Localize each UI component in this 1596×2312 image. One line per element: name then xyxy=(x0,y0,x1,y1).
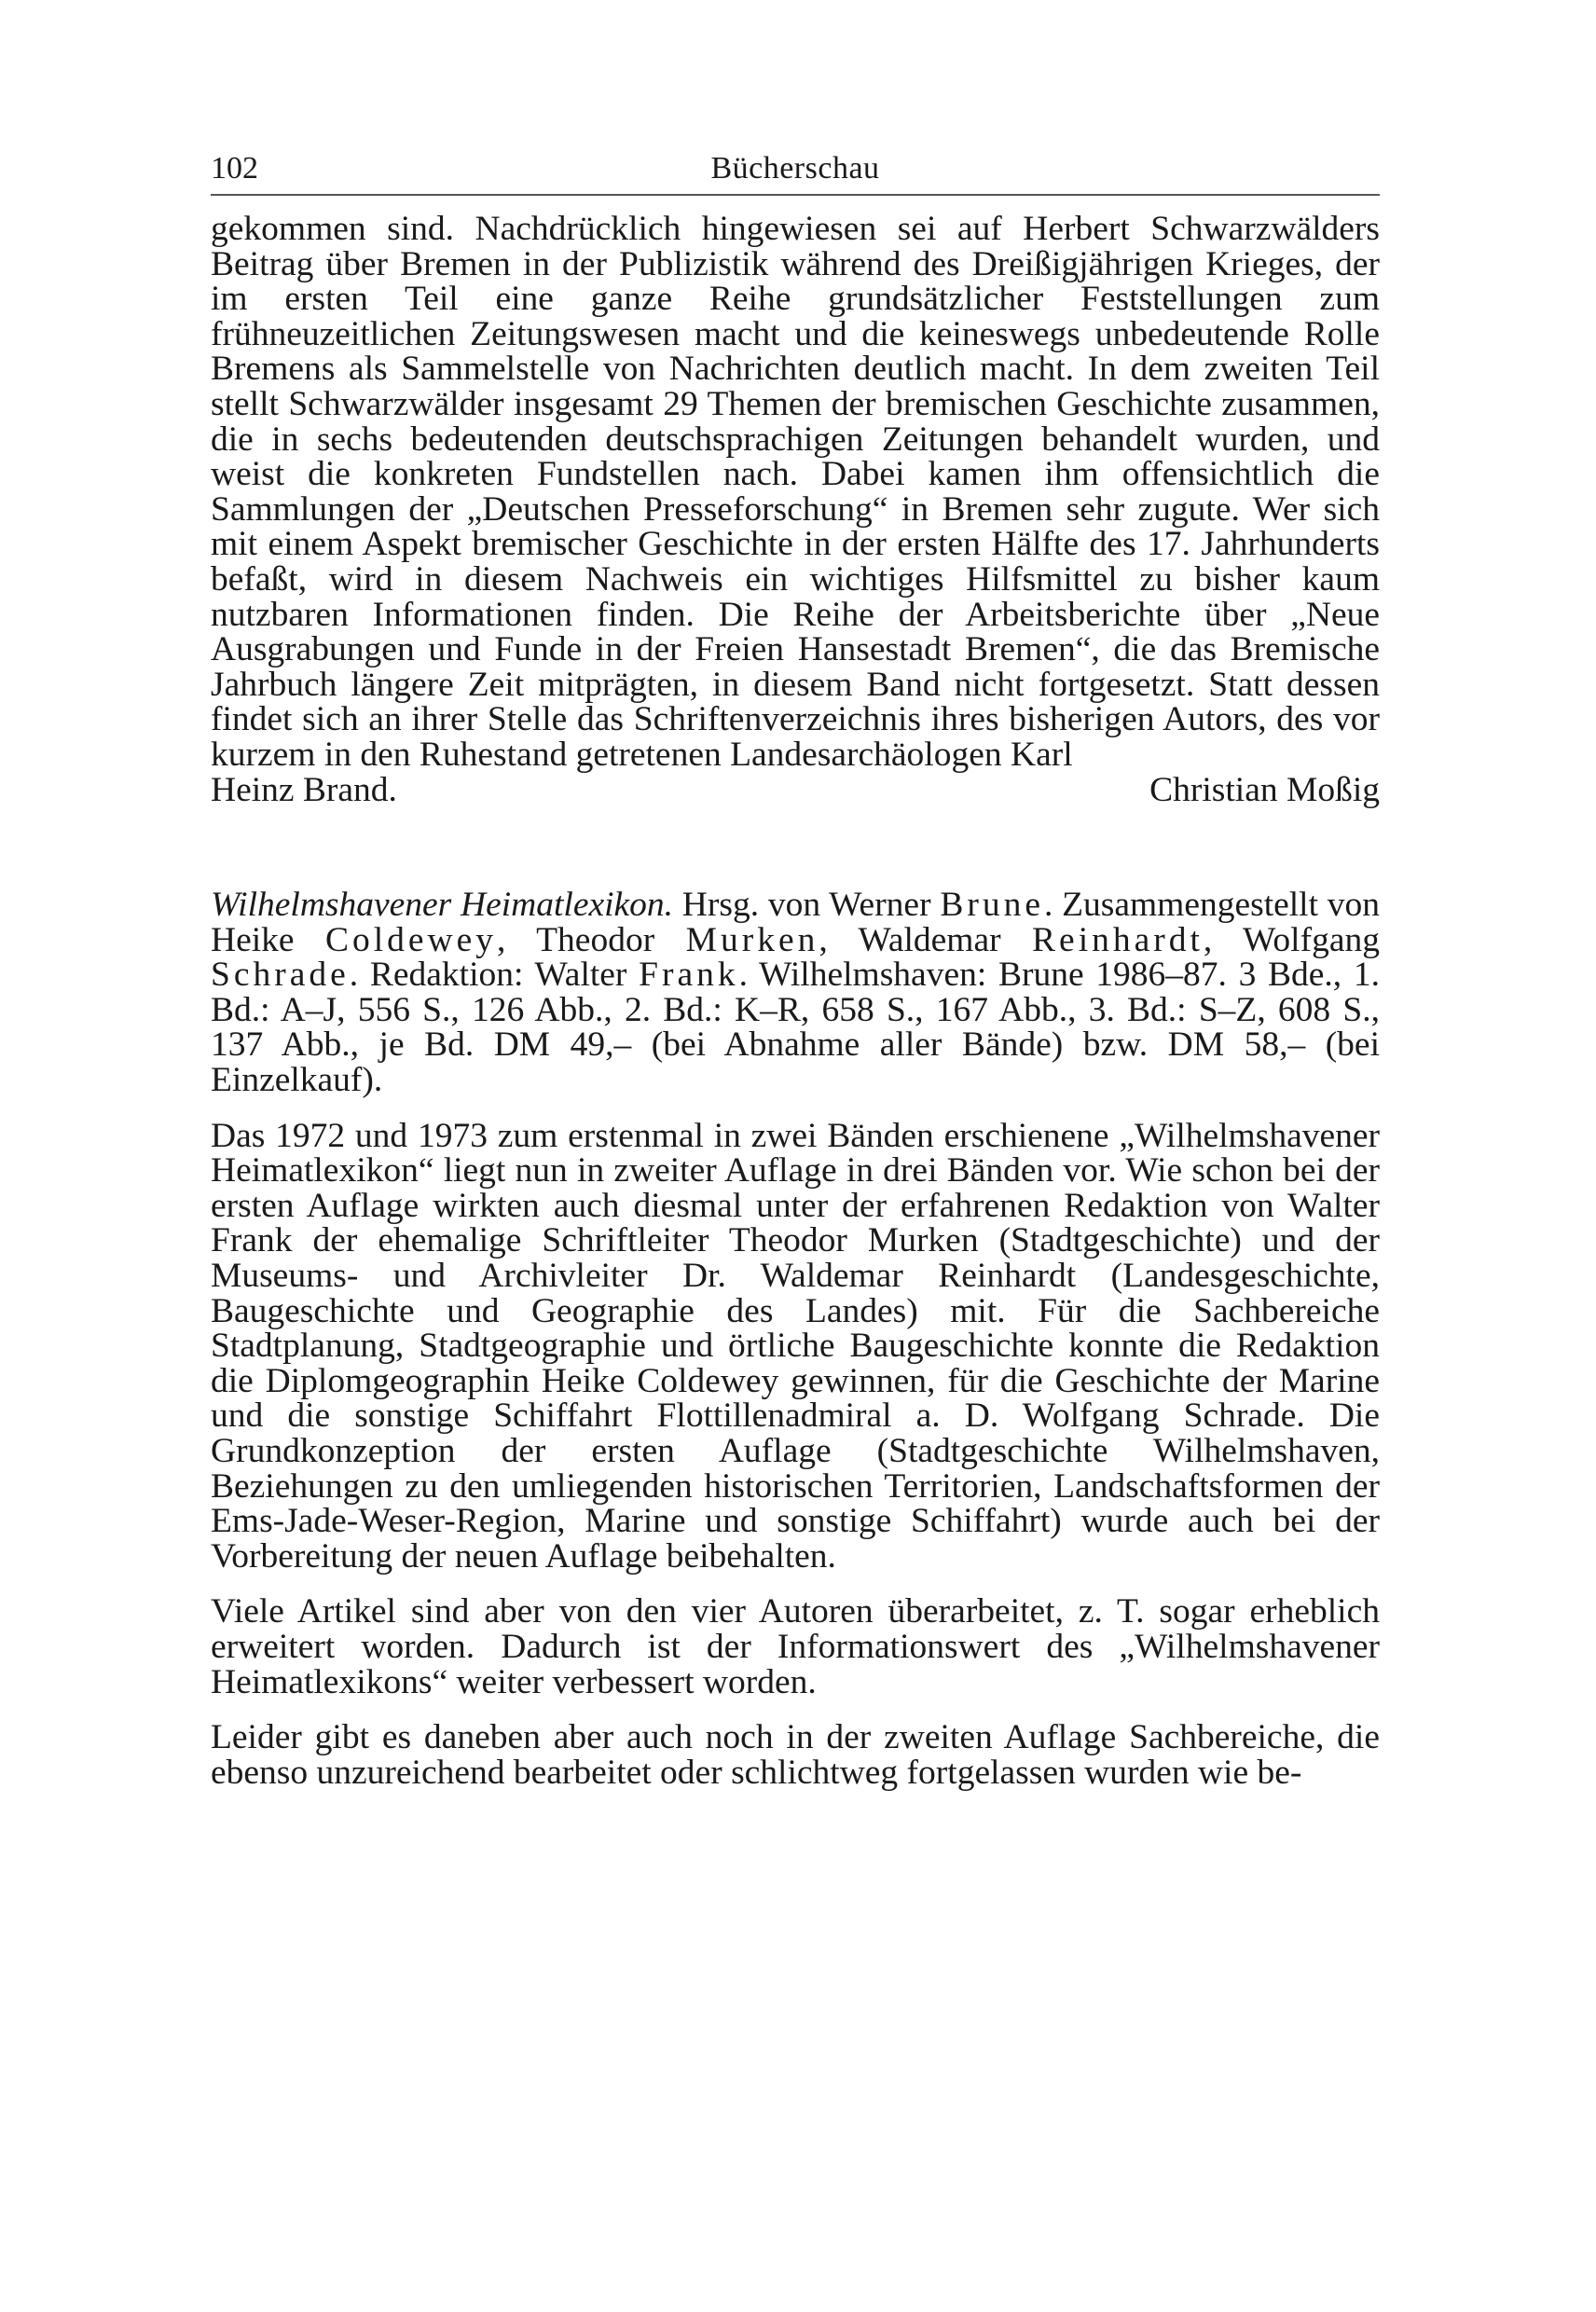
review-continuation-paragraph: gekommen sind. Nachdrücklich hingewiesen sei auf Herbert Schwarzwälders Beitrag über Bremen in der Publizistik während des Dreißigjährigen Krieges, der im ersten Teil eine ganze Reihe grundsätzlicher Feststellungen zum frühneuzeitlichen Zeitungswesen macht und die keineswegs unbedeutende Rolle Bremens als Sammelstelle von Nachrichten deutlich macht. In dem zweiten Teil stellt Schwarzwälder insgesamt 29 Themen der bremischen Geschichte zusammen, die in sechs bedeutenden deutschsprachigen Zeitungen behandelt wurden, und weist die konkreten Fundstellen nach. Dabei kamen ihm offensichtlich die Sammlungen der „Deutschen Presseforschung“ in Bremen sehr zugute. Wer sich mit einem Aspekt bremischer Geschichte in der ersten Hälfte des 17. Jahrhunderts befaßt, wird in diesem Nachweis ein wichtiges Hilfsmittel zu bisher kaum nutzbaren Informationen finden. Die Reihe der Arbeitsberichte über „Neue Ausgrabungen und Funde in der Freien Hansestadt Bremen“, die das Bremische Jahrbuch längere Zeit mitprägten, in diesem Band nicht fortgesetzt. Statt dessen findet sich an ihrer Stelle das Schriftenverzeichnis ihres bisherigen Autors, des vor kurzem in den Ruhestand getretenen Landesarchäologen Karl xyxy=(211,210,1380,774)
bibliographic-entry xyxy=(211,888,1380,1098)
editor-name: Brune xyxy=(940,886,1044,925)
closing-text: Heinz Brand. xyxy=(211,770,397,809)
bib-text: . Wilhelmshaven: Brune 1986–87. 3 Bde., 1. Bd.: A–J, 556 S., 126 Abb., 2. Bd.: K–R, 658 S., 167 Abb., 3. Bd.: S–Z, 608 S., 137 Abb., je Bd. DM 49,– (bei Abnahme aller Bände) bzw. DM 58,– (bei Einzelkauf). xyxy=(211,956,1380,1100)
page-number: 102 xyxy=(211,151,258,186)
redaktion-name: Frank xyxy=(639,956,739,995)
review-paragraph: Viele Artikel sind aber von den vier Autoren überarbeitet, z. T. sogar erheblich erweitert worden. Dadurch ist der Informationswert des „Wilhelmshavener Heimatlexikons“ weiter verbessert worden. xyxy=(211,1592,1380,1701)
reviewer-name: Christian Moßig xyxy=(1149,770,1380,809)
bib-text: . Redaktion: Walter xyxy=(349,956,640,995)
bib-text: Hrsg. von Werner xyxy=(673,886,941,925)
bib-text: , Wolfgang xyxy=(1203,920,1380,959)
running-head xyxy=(211,149,1380,196)
review-signature-line xyxy=(211,770,1380,809)
author-name: Reinhardt xyxy=(1032,920,1204,959)
page-content xyxy=(211,149,1380,1790)
bib-text: . Zusammengestellt von Heike xyxy=(211,886,1381,959)
author-name: Schrade xyxy=(211,956,350,995)
author-name: Murken xyxy=(685,920,819,959)
review-paragraph: Leider gibt es daneben aber auch noch in der zweiten Auflage Sachbereiche, die ebenso unzureichend bearbeitet oder schlichtweg fortgelassen wurden wie be- xyxy=(211,1718,1380,1792)
bib-text: , Theodor xyxy=(497,920,686,959)
section-title: Bücherschau xyxy=(710,151,880,186)
book-title: Wilhelmshavener Heimatlexikon. xyxy=(211,886,674,925)
review-paragraph: Das 1972 und 1973 zum erstenmal in zwei Bänden erschienene „Wilhelmshavener Heimatlexikon“ liegt nun in zweiter Auflage in drei Bänden vor. Wie schon bei der ersten Auflage wirkten auch diesmal unter der erfahrenen Redaktion von Walter Frank der ehemalige Schriftleiter Theodor Murken (Stadtgeschichte) und der Museums- und Archivleiter Dr. Waldemar Reinhardt (Landesgeschichte, Baugeschichte und Geographie des Landes) mit. Für die Sachbereiche Stadtplanung, Stadtgeographie und örtliche Baugeschichte konnte die Redaktion die Diplomgeographin Heike Coldewey gewinnen, für die Geschichte der Marine und die sonstige Schiffahrt Flottillenadmiral a. D. Wolfgang Schrade. Die Grundkonzeption der ersten Auflage (Stadtgeschichte Wilhelmshaven, Beziehungen zu den umliegenden historischen Territorien, Landschaftsformen der Ems-Jade-Weser-Region, Marine und sonstige Schiffahrt) wurde auch bei der Vorbereitung der neuen Auflage beibehalten. xyxy=(211,1116,1380,1576)
author-name: Coldewey xyxy=(324,920,498,959)
bib-text: , Waldemar xyxy=(819,920,1033,959)
